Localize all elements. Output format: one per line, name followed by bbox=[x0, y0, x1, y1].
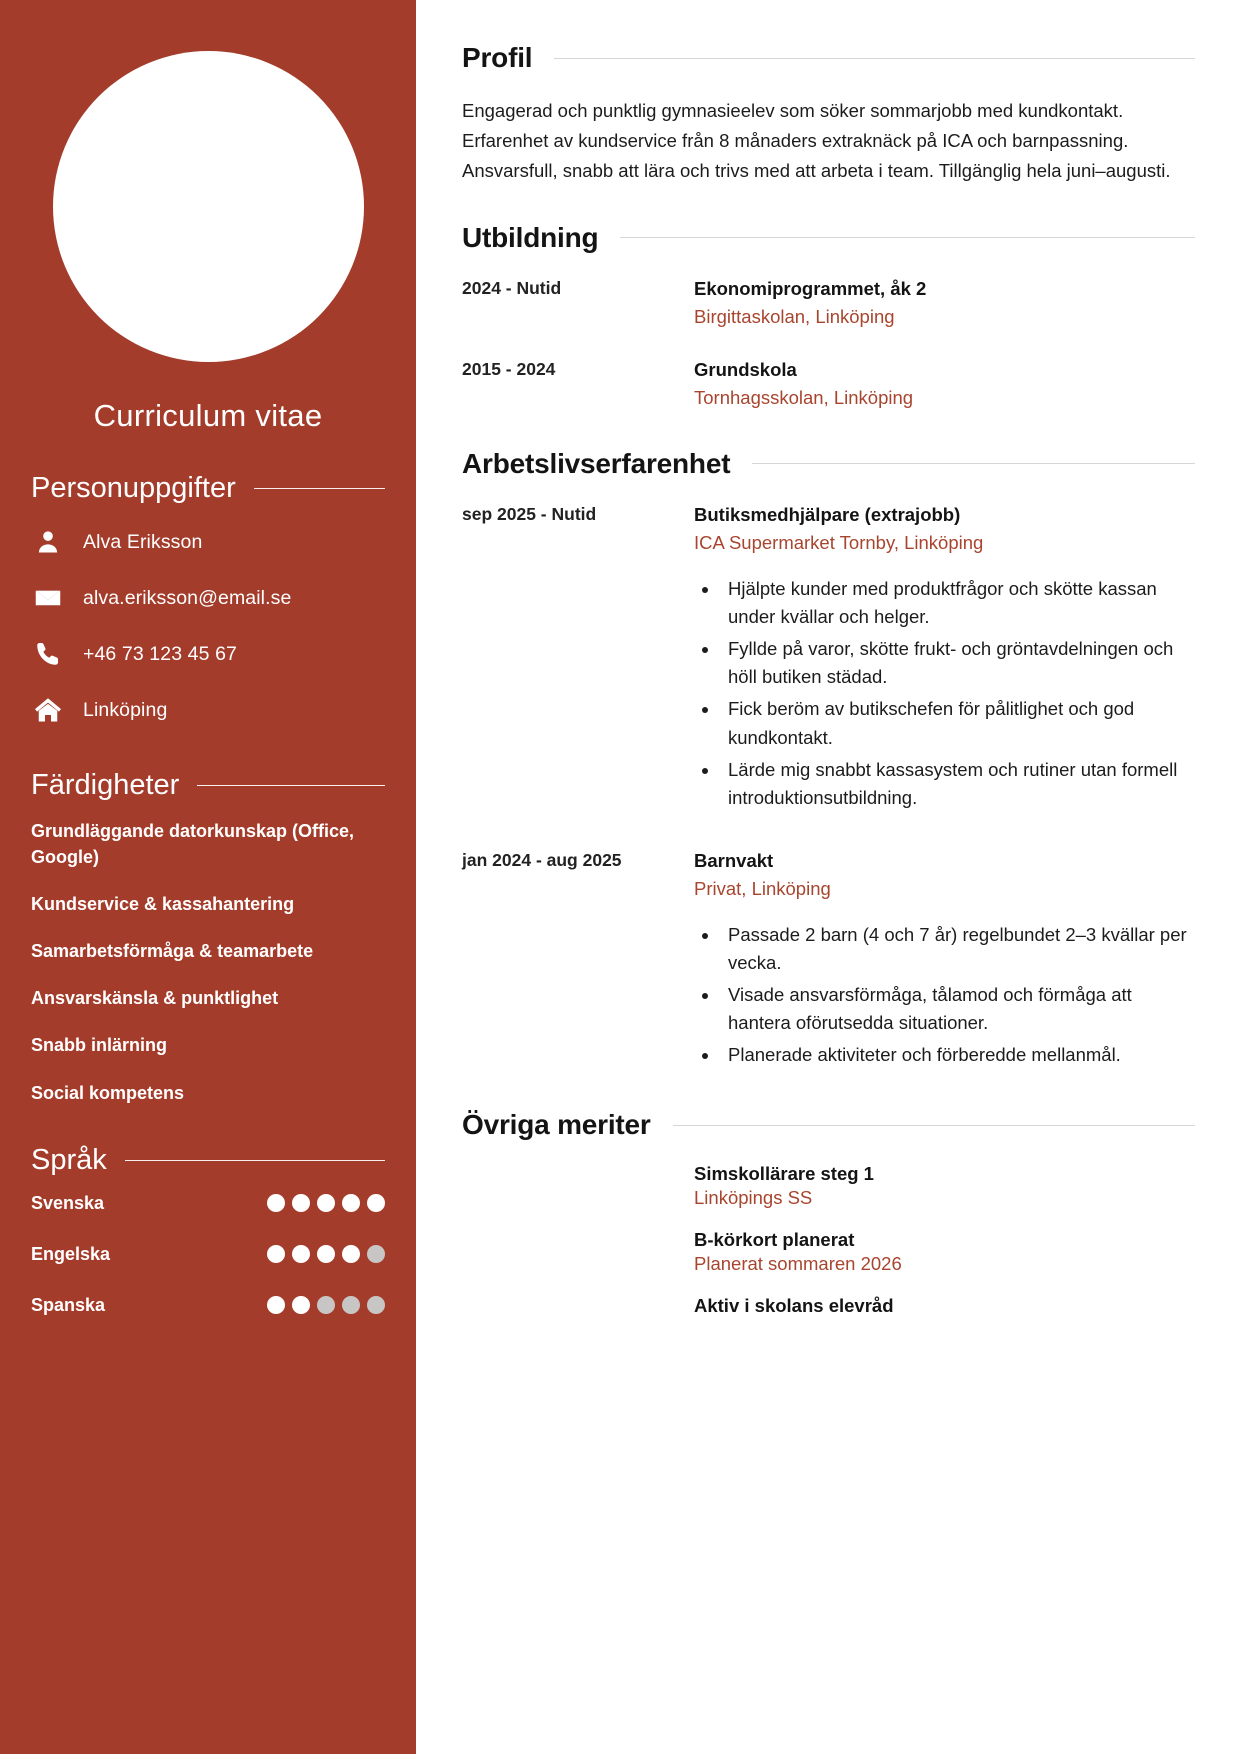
section-title: Utbildning bbox=[462, 221, 599, 253]
experience-entry bbox=[462, 502, 1195, 816]
profile-text: Engagerad och punktlig gymnasieelev som söker sommarjobb med kundkontakt. Erfarenhet av kundservice från 8 månaders extraknäck på ICA och barnpassning. Ansvarsfull, snabb att lära och trivs med att arbeta i team. Tillgänglig hela juni–augusti. bbox=[462, 100, 1171, 181]
merit-subtitle: Planerat sommaren 2026 bbox=[694, 1253, 902, 1275]
experience-body bbox=[694, 848, 1195, 1074]
experience-bullet: • Planerade aktiviteter och förberedde mellanmål. bbox=[720, 1041, 1195, 1069]
contact-value-location: Linköping bbox=[83, 698, 168, 721]
level-dot-empty bbox=[367, 1245, 385, 1263]
merit-item bbox=[694, 1163, 1195, 1209]
personal-details-heading-label: Personuppgifter bbox=[31, 472, 236, 504]
contact-value-phone: +46 73 123 45 67 bbox=[83, 642, 237, 665]
merit-title: Simskollärare steg 1 bbox=[694, 1163, 874, 1185]
spacer bbox=[462, 416, 1195, 448]
language-level-dots bbox=[267, 1194, 385, 1212]
education-school: Tornhagsskolan, Linköping bbox=[694, 387, 914, 409]
experience-bullet: • Lärde mig snabbt kassasystem och rutiner utan formell introduktionsutbildning. bbox=[720, 756, 1195, 812]
languages-heading bbox=[31, 1144, 385, 1177]
skill-item: Samarbetsförmåga & teamarbete bbox=[31, 941, 314, 962]
personal-details-heading bbox=[31, 472, 385, 505]
language-level-dots bbox=[267, 1245, 385, 1263]
merit-title: B-körkort planerat bbox=[694, 1229, 855, 1251]
experience-body bbox=[694, 502, 1195, 816]
experience-bullet: • Hjälpte kunder med produktfrågor och skötte kassan under kvällar och helger. bbox=[720, 575, 1195, 631]
education-period: 2015 - 2024 bbox=[462, 358, 556, 379]
level-dot-filled bbox=[342, 1245, 360, 1263]
level-dot-filled bbox=[267, 1245, 285, 1263]
skill-item: Kundservice & kassahantering bbox=[31, 894, 295, 915]
spacer bbox=[462, 820, 1195, 848]
level-dot-filled bbox=[292, 1296, 310, 1314]
contact-row-email bbox=[31, 577, 385, 619]
heading-rule bbox=[197, 785, 385, 786]
section-rule bbox=[554, 58, 1195, 59]
experience-bullet: • Visade ansvarsförmåga, tålamod och förmåga att hantera oförutsedda situationer. bbox=[720, 981, 1195, 1037]
language-name: Spanska bbox=[31, 1294, 106, 1315]
experience-bullets bbox=[720, 575, 1195, 812]
skills-heading-label: Färdigheter bbox=[31, 769, 180, 801]
person-icon bbox=[31, 528, 65, 556]
level-dot-empty bbox=[367, 1296, 385, 1314]
level-dot-filled bbox=[292, 1245, 310, 1263]
profile-photo-placeholder bbox=[53, 51, 364, 362]
level-dot-filled bbox=[267, 1194, 285, 1212]
language-name: Svenska bbox=[31, 1192, 105, 1213]
education-body bbox=[694, 357, 1195, 412]
section-title: Profil bbox=[462, 42, 533, 73]
level-dot-filled bbox=[317, 1245, 335, 1263]
level-dot-filled bbox=[317, 1194, 335, 1212]
education-body bbox=[694, 276, 1195, 331]
phone-icon bbox=[31, 640, 65, 668]
language-level-dots bbox=[267, 1296, 385, 1314]
experience-role: Barnvakt bbox=[694, 849, 774, 871]
merit-item bbox=[694, 1229, 1195, 1275]
section-heading-other-merits bbox=[462, 1109, 1195, 1141]
spacer bbox=[462, 1077, 1195, 1109]
language-row bbox=[31, 1244, 385, 1265]
education-school: Birgittaskolan, Linköping bbox=[694, 306, 895, 328]
section-heading-profile bbox=[462, 42, 1195, 74]
contact-value-name: Alva Eriksson bbox=[83, 530, 203, 553]
education-program: Grundskola bbox=[694, 358, 797, 380]
heading-rule bbox=[254, 488, 385, 489]
section-title: Övriga meriter bbox=[462, 1109, 651, 1141]
home-icon bbox=[31, 695, 65, 725]
education-period: 2024 - Nutid bbox=[462, 277, 562, 298]
skill-item: Grundläggande datorkunskap (Office, Google) bbox=[31, 821, 355, 868]
contact-row-name bbox=[31, 521, 385, 563]
merit-subtitle: Linköpings SS bbox=[694, 1187, 813, 1209]
profile-photo-wrap bbox=[31, 0, 385, 362]
level-dot-filled bbox=[342, 1194, 360, 1212]
section-heading-experience bbox=[462, 448, 1195, 480]
education-entry bbox=[462, 357, 1195, 412]
section-rule bbox=[620, 237, 1195, 238]
experience-role: Butiksmedhjälpare (extrajobb) bbox=[694, 503, 961, 525]
language-name: Engelska bbox=[31, 1243, 111, 1264]
cv-title: Curriculum vitae bbox=[93, 398, 323, 433]
other-merits-list bbox=[694, 1163, 1195, 1317]
experience-employer: Privat, Linköping bbox=[694, 878, 831, 900]
experience-bullet: • Passade 2 barn (4 och 7 år) regelbundet 2–3 kvällar per vecka. bbox=[720, 921, 1195, 977]
education-program: Ekonomiprogrammet, åk 2 bbox=[694, 277, 927, 299]
sidebar bbox=[0, 0, 416, 1754]
experience-bullet: • Fyllde på varor, skötte frukt- och gröntavdelningen och höll butiken städad. bbox=[720, 635, 1195, 691]
skills-list bbox=[31, 818, 385, 1106]
skill-item: Social kompetens bbox=[31, 1082, 185, 1103]
spacer bbox=[462, 335, 1195, 357]
contact-row-phone bbox=[31, 633, 385, 675]
skill-item: Ansvarskänsla & punktlighet bbox=[31, 988, 279, 1009]
contact-row-location bbox=[31, 689, 385, 731]
experience-entry bbox=[462, 848, 1195, 1074]
merit-title: Aktiv i skolans elevråd bbox=[694, 1295, 894, 1317]
contact-list bbox=[31, 521, 385, 731]
languages-heading-label: Språk bbox=[31, 1143, 107, 1176]
level-dot-empty bbox=[342, 1296, 360, 1314]
envelope-icon bbox=[31, 583, 65, 613]
heading-rule bbox=[125, 1160, 385, 1161]
language-row bbox=[31, 1193, 385, 1214]
section-rule bbox=[752, 463, 1195, 464]
level-dot-filled bbox=[292, 1194, 310, 1212]
level-dot-filled bbox=[267, 1296, 285, 1314]
contact-value-email: alva.eriksson@email.se bbox=[83, 586, 292, 609]
experience-period: sep 2025 - Nutid bbox=[462, 503, 597, 524]
main-content bbox=[416, 0, 1241, 1754]
education-entry bbox=[462, 276, 1195, 331]
language-row bbox=[31, 1295, 385, 1316]
experience-period: jan 2024 - aug 2025 bbox=[462, 849, 622, 870]
experience-bullets bbox=[720, 921, 1195, 1070]
languages-list bbox=[31, 1193, 385, 1316]
experience-bullet: • Fick beröm av butikschefen för pålitlighet och god kundkontakt. bbox=[720, 695, 1195, 751]
level-dot-empty bbox=[317, 1296, 335, 1314]
skills-heading bbox=[31, 769, 385, 802]
section-title: Arbetslivserfarenhet bbox=[462, 447, 731, 479]
experience-employer: ICA Supermarket Tornby, Linköping bbox=[694, 532, 984, 554]
merit-item bbox=[694, 1295, 1195, 1317]
section-rule bbox=[673, 1125, 1195, 1126]
skill-item: Snabb inlärning bbox=[31, 1035, 168, 1056]
level-dot-filled bbox=[367, 1194, 385, 1212]
section-heading-education bbox=[462, 222, 1195, 254]
